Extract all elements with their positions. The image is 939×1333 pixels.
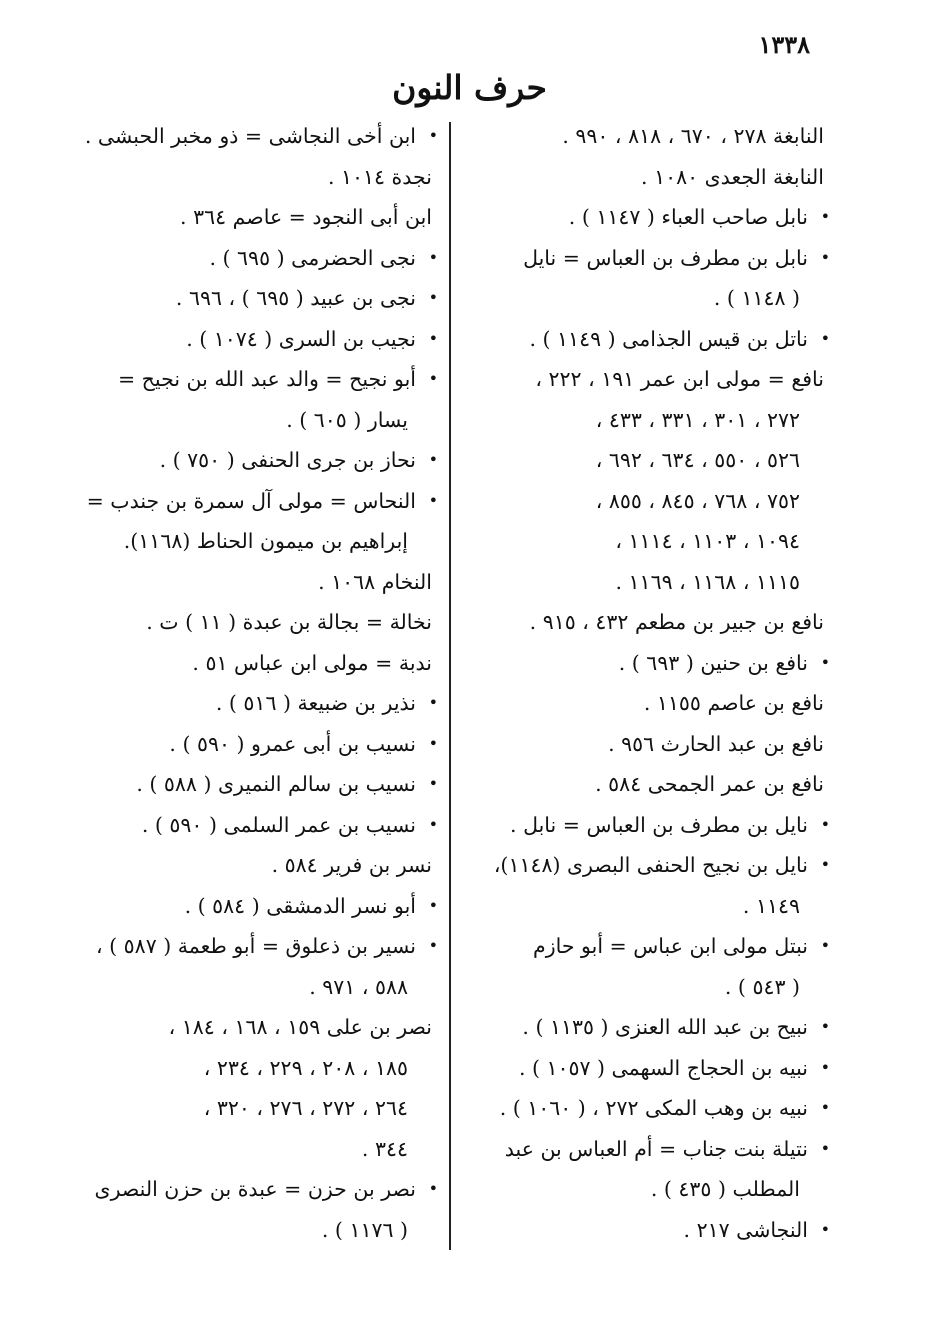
index-entry-continuation: ( ١١٧٦ ) . [321, 1217, 408, 1242]
right-column [464, 116, 832, 1250]
index-entry-bulleted: • نذير بن ضبيعة ( ٥١٦ ) . [72, 683, 440, 724]
index-entry: نافع بن عاصم ١١٥٥ . [643, 691, 824, 715]
index-entry-continuation: ١١١٥ ، ١١٦٨ ، ١١٦٩ . [615, 569, 800, 594]
index-entry-bulleted: • نحاز بن جرى الحنفى ( ٧٥٠ ) . [72, 440, 440, 481]
index-entry-bulleted: • ابن أخى النجاشى = ذو مخبر الحبشى . [72, 116, 440, 157]
index-entry-bulleted: • النجاشى ٢١٧ . [464, 1210, 832, 1251]
index-entry: نصر بن على ١٥٩ ، ١٦٨ ، ١٨٤ ، [168, 1015, 432, 1039]
index-entry-continuation: المطلب ( ٤٣٥ ) . [650, 1177, 800, 1201]
index-entry-continuation: ٥٢٦ ، ٥٥٠ ، ٦٣٤ ، ٦٩٢ ، [595, 448, 800, 472]
index-entry: نافع = مولى ابن عمر ١٩١ ، ٢٢٢ ، [535, 367, 824, 391]
index-entry-continuation: ٢٦٤ ، ٢٧٢ ، ٢٧٦ ، ٣٢٠ ، [203, 1096, 408, 1120]
index-entry-continuation: ١٨٥ ، ٢٠٨ ، ٢٢٩ ، ٢٣٤ ، [203, 1055, 408, 1080]
index-entry-bulleted: • نتيلة بنت جناب = أم العباس بن عبد [464, 1129, 832, 1170]
page-number: ١٣٣٨ [758, 30, 810, 59]
index-entry-continuation: ٥٨٨ ، ٩٧١ . [309, 974, 408, 999]
index-entry-bulleted: • نبيح بن عبد الله العنزى ( ١١٣٥ ) . [464, 1007, 832, 1048]
index-entry-bulleted: • نابل بن مطرف بن العباس = نايل [464, 238, 832, 279]
index-entry-bulleted: • أبو نجيح = والد عبد الله بن نجيح = [72, 359, 440, 400]
index-entry-bulleted: • ناتل بن قيس الجذامى ( ١١٤٩ ) . [464, 319, 832, 360]
index-entry: ابن أبى النجود = عاصم ٣٦٤ . [180, 205, 432, 229]
index-entry-continuation: ٢٧٢ ، ٣٠١ ، ٣٣١ ، ٤٣٣ ، [595, 407, 800, 432]
index-entry-bulleted: • نجى بن عبيد ( ٦٩٥ ) ، ٦٩٦ . [72, 278, 440, 319]
page-title: حرف النون [392, 68, 547, 107]
index-entry-bulleted: • نبيه بن الحجاج السهمى ( ١٠٥٧ ) . [464, 1048, 832, 1089]
index-entry-continuation: ٧٥٢ ، ٧٦٨ ، ٨٤٥ ، ٨٥٥ ، [595, 488, 800, 513]
index-entry-bulleted: • نصر بن حزن = عبدة بن حزن النصرى [72, 1169, 440, 1210]
index-entry: نافع بن عمر الجمحى ٥٨٤ . [595, 772, 824, 796]
index-entry-continuation: ( ٥٤٣ ) . [724, 974, 800, 999]
index-entry-bulleted: • نافع بن حنين ( ٦٩٣ ) . [464, 643, 832, 684]
index-entry: النابغة ٢٧٨ ، ٦٧٠ ، ٨١٨ ، ٩٩٠ . [562, 124, 824, 148]
index-entry: نافع بن جبير بن مطعم ٤٣٢ ، ٩١٥ . [529, 610, 824, 634]
index-entry-bulleted: • نايل بن مطرف بن العباس = نابل . [464, 805, 832, 846]
index-entry-bulleted: • أبو نسر الدمشقى ( ٥٨٤ ) . [72, 886, 440, 927]
index-entry: نافع بن عبد الحارث ٩٥٦ . [608, 731, 824, 756]
index-entry: نجدة ١٠١٤ . [327, 164, 432, 189]
index-entry: نخالة = بجالة بن عبدة ( ١١ ) ت . [146, 610, 432, 634]
index-entry-bulleted: • نبيه بن وهب المكى ٢٧٢ ، ( ١٠٦٠ ) . [464, 1088, 832, 1129]
index-entry: نسر بن فرير ٥٨٤ . [271, 853, 432, 877]
index-entry-continuation: إبراهيم بن ميمون الحناط (١١٦٨). [123, 529, 408, 553]
index-entry-continuation: يسار ( ٦٠٥ ) . [286, 407, 408, 432]
index-entry: النخام ١٠٦٨ . [318, 569, 432, 594]
index-entry-bulleted: • نابل صاحب العباء ( ١١٤٧ ) . [464, 197, 832, 238]
index-entry: ندبة = مولى ابن عباس ٥١ . [192, 650, 432, 675]
index-entry-continuation: ١١٤٩ . [742, 893, 800, 918]
index-entry-bulleted: • نسيب بن عمر السلمى ( ٥٩٠ ) . [72, 805, 440, 846]
left-column [72, 116, 440, 1250]
index-entry-bulleted: • النحاس = مولى آل سمرة بن جندب = [72, 481, 440, 522]
index-entry-bulleted: • نبتل مولى ابن عباس = أبو حازم [464, 926, 832, 967]
index-entry-bulleted: • نايل بن نجيح الحنفى البصرى (١١٤٨)، [464, 845, 832, 886]
index-entry-continuation: ١٠٩٤ ، ١١٠٣ ، ١١١٤ ، [615, 529, 800, 553]
index-entry-continuation: ٣٤٤ . [361, 1136, 408, 1161]
index-entry-continuation: ( ١١٤٨ ) . [713, 286, 800, 310]
column-divider [449, 122, 451, 1250]
index-entry-bulleted: • نجيب بن السرى ( ١٠٧٤ ) . [72, 319, 440, 360]
index-entry-bulleted: • نجى الحضرمى ( ٦٩٥ ) . [72, 238, 440, 279]
index-entry: النابغة الجعدى ١٠٨٠ . [641, 164, 824, 189]
index-entry-bulleted: • نسيب بن أبى عمرو ( ٥٩٠ ) . [72, 724, 440, 765]
index-entry-bulleted: • نسير بن ذعلوق = أبو طعمة ( ٥٨٧ ) ، [72, 926, 440, 967]
index-entry-bulleted: • نسيب بن سالم النميرى ( ٥٨٨ ) . [72, 764, 440, 805]
